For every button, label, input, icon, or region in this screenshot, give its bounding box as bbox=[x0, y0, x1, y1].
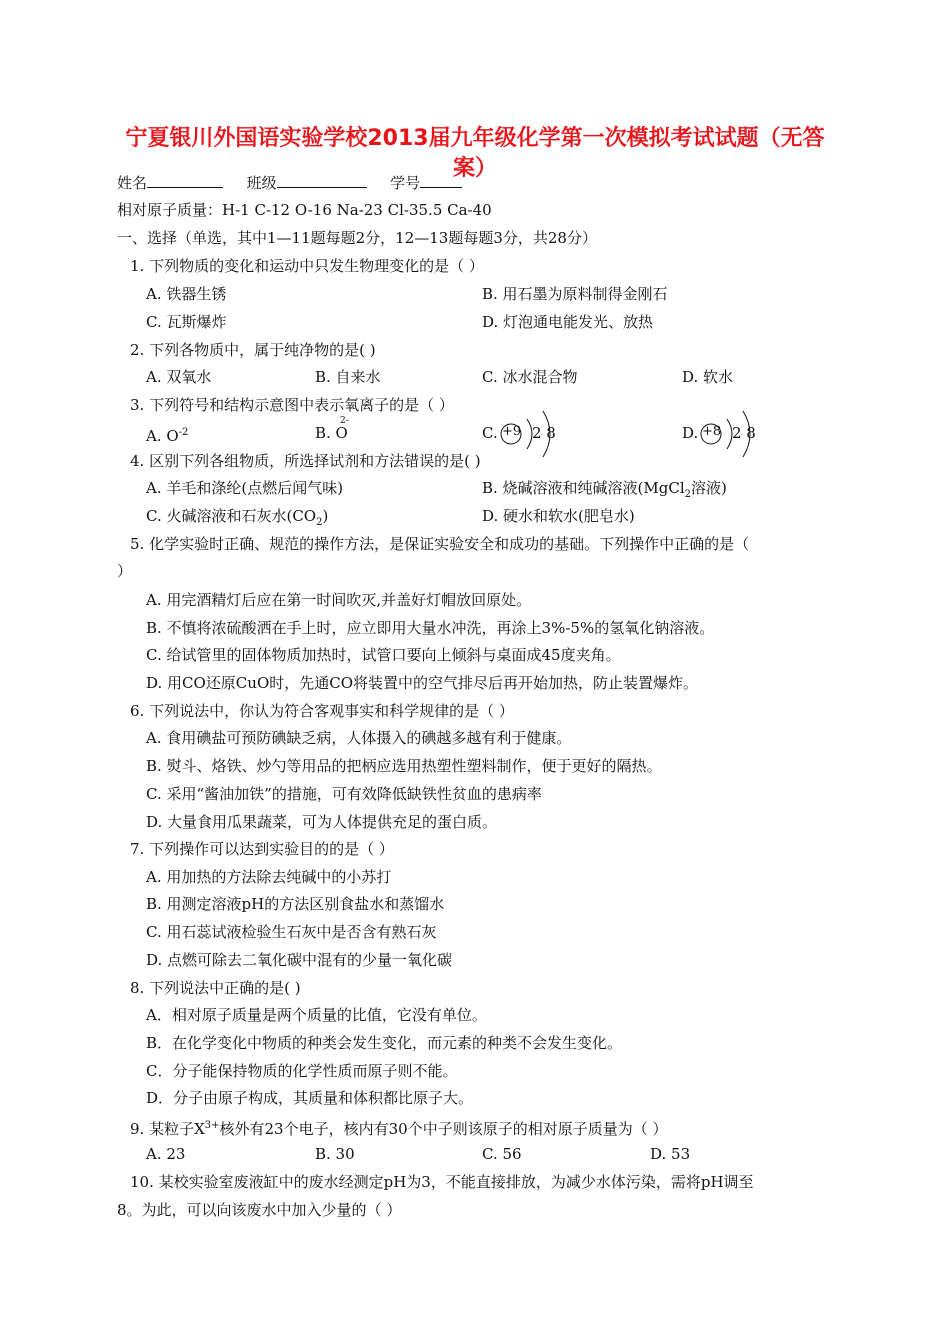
question-5-stem-end: ） bbox=[117, 562, 133, 580]
question-8-stem: 8. 下列说法中正确的是( ) bbox=[130, 979, 301, 997]
q2-option-c: C. 冰水混合物 bbox=[482, 368, 578, 386]
q9-option-a: A. 23 bbox=[146, 1145, 186, 1163]
question-3-stem: 3. 下列符号和结构示意图中表示氧离子的是（ ） bbox=[130, 396, 454, 414]
q3-c-nucleus: +9 bbox=[502, 424, 522, 439]
q4-option-a: A. 羊毛和涤纶(点燃后闻气味) bbox=[146, 479, 344, 497]
q2-option-a: A. 双氧水 bbox=[146, 368, 212, 386]
section-heading: 一、选择（单选，其中1—11题每题2分，12—13题每题3分，共28分） bbox=[117, 229, 597, 247]
class-label: 班级 bbox=[246, 174, 277, 192]
id-label: 学号 bbox=[390, 174, 421, 192]
atomic-masses: 相对原子质量：H-1 C-12 O-16 Na-23 Cl-35.5 Ca-40 bbox=[117, 201, 492, 219]
question-4-stem: 4. 区别下列各组物质，所选择试剂和方法错误的是( ) bbox=[130, 452, 481, 470]
q8-option-a: A．相对原子质量是两个质量的比值，它没有单位。 bbox=[146, 1006, 487, 1024]
q4-c-subscript: 2 bbox=[316, 517, 323, 528]
q5-option-a: A. 用完酒精灯后应在第一时间吹灭,并盖好灯帽放回原处。 bbox=[146, 591, 532, 609]
id-blank[interactable] bbox=[420, 172, 462, 188]
q3-option-d-atom-diagram bbox=[697, 407, 767, 467]
q6-option-a: A. 食用碘盐可预防碘缺乏病，人体摄入的碘越多越有利于健康。 bbox=[146, 729, 572, 747]
q9-option-b: B. 30 bbox=[315, 1145, 355, 1163]
q7-option-d: D. 点燃可除去二氧化碳中混有的少量一氧化碳 bbox=[146, 951, 453, 969]
q3-b-charge: 2- bbox=[340, 416, 349, 426]
q1-option-b: B. 用石墨为原料制得金刚石 bbox=[482, 285, 668, 303]
q3-option-a bbox=[146, 423, 188, 446]
q6-option-b: B. 熨斗、烙铁、炒勺等用品的把柄应选用热塑性塑料制作，便于更好的隔热。 bbox=[146, 757, 662, 775]
q3-c-shells: 2 8 bbox=[532, 424, 556, 442]
q3-option-d-label: D. bbox=[682, 424, 699, 442]
q9-option-d: D. 53 bbox=[650, 1145, 691, 1163]
q8-option-d: D．分子由原子构成，其质量和体积都比原子大。 bbox=[146, 1089, 474, 1107]
question-6-stem: 6. 下列说法中，你认为符合客观事实和科学规律的是（ ） bbox=[130, 702, 514, 720]
class-blank[interactable] bbox=[277, 172, 367, 188]
q5-option-c: C. 给试管里的固体物质加热时，试管口要向上倾斜与桌面成45度夹角。 bbox=[146, 646, 621, 664]
q4-b-end: 溶液) bbox=[691, 479, 727, 497]
q5-option-b: B. 不慎将浓硫酸洒在手上时，应立即用大量水冲洗，再涂上3%-5%的氢氧化钠溶液。 bbox=[146, 619, 715, 637]
q7-option-b: B. 用测定溶液pH的方法区别食盐水和蒸馏水 bbox=[146, 895, 445, 913]
q4-c-end: ) bbox=[322, 507, 329, 525]
q4-b-subscript: 2 bbox=[684, 489, 692, 500]
q9-option-c: C. 56 bbox=[482, 1145, 522, 1163]
q4-option-b bbox=[482, 478, 727, 505]
q7-option-a: A. 用加热的方法除去纯碱中的小苏打 bbox=[146, 868, 392, 886]
q1-option-a: A. 铁器生锈 bbox=[146, 285, 227, 303]
question-1-stem: 1. 下列物质的变化和运动中只发生物理变化的是（ ） bbox=[130, 257, 484, 275]
q4-b-text: B. 烧碱溶液和纯碱溶液(MgCl bbox=[482, 479, 685, 497]
q3-option-b bbox=[315, 416, 349, 443]
q4-option-c bbox=[146, 506, 328, 533]
q3-a-symbol: A. O bbox=[146, 427, 179, 445]
question-5-stem: 5. 化学实验时正确、规范的操作方法，是保证实验安全和成功的基础。下列操作中正确的是（ bbox=[130, 535, 750, 553]
name-blank[interactable] bbox=[147, 172, 223, 188]
q3-d-shells: 2 8 bbox=[732, 424, 756, 442]
q8-option-c: C．分子能保持物质的化学性质而原子则不能。 bbox=[146, 1062, 458, 1080]
q2-option-d: D. 软水 bbox=[682, 368, 734, 386]
page-title: 宁夏银川外国语实验学校2013届九年级化学第一次模拟考试试题（无答案） bbox=[125, 126, 825, 181]
q3-d-nucleus: +8 bbox=[702, 424, 722, 439]
student-info-row bbox=[117, 172, 462, 193]
question-7-stem: 7. 下列操作可以达到实验目的的是（ ） bbox=[130, 840, 394, 858]
q2-option-b: B. 自来水 bbox=[315, 368, 381, 386]
q1-option-d: D. 灯泡通电能发光、放热 bbox=[482, 313, 654, 331]
q9-charge: 3+ bbox=[204, 1120, 220, 1131]
q4-c-text: C. 火碱溶液和石灰水(CO bbox=[146, 507, 317, 525]
question-9-stem bbox=[130, 1116, 667, 1139]
q5-option-d: D. 用CO还原CuO时，先通CO将装置中的空气排尽后再开始加热，防止装置爆炸。 bbox=[146, 674, 699, 692]
q7-option-c: C. 用石蕊试液检验生石灰中是否含有熟石灰 bbox=[146, 923, 437, 941]
q9-stem-end: 核外有23个电子，核内有30个中子则该原子的相对原子质量为（ ） bbox=[219, 1120, 668, 1138]
q4-option-d: D. 硬水和软水(肥皂水) bbox=[482, 507, 635, 525]
q3-option-c-atom-diagram bbox=[497, 407, 567, 467]
question-2-stem: 2. 下列各物质中，属于纯净物的是( ) bbox=[130, 341, 376, 359]
q3-b-symbol: B. O bbox=[315, 424, 348, 442]
q8-option-b: B．在化学变化中物质的种类会发生变化，而元素的种类不会发生变化。 bbox=[146, 1034, 623, 1052]
q1-option-c: C. 瓦斯爆炸 bbox=[146, 313, 227, 331]
q6-option-c: C. 采用“酱油加铁”的措施，可有效降低缺铁性贫血的患病率 bbox=[146, 785, 542, 803]
question-10-stem: 10. 某校实验室废液缸中的废水经测定pH为3，不能直接排放，为减少水体污染，需将pH调至 bbox=[130, 1173, 754, 1191]
name-label: 姓名 bbox=[117, 174, 148, 192]
question-10-stem-cont: 8。为此，可以向该废水中加入少量的（ ） bbox=[117, 1201, 402, 1219]
q6-option-d: D. 大量食用瓜果蔬菜，可为人体提供充足的蛋白质。 bbox=[146, 813, 498, 831]
q9-stem-start: 9. 某粒子X bbox=[130, 1120, 205, 1138]
q3-a-charge: -2 bbox=[178, 427, 189, 438]
q3-option-c-label: C. bbox=[482, 424, 498, 442]
